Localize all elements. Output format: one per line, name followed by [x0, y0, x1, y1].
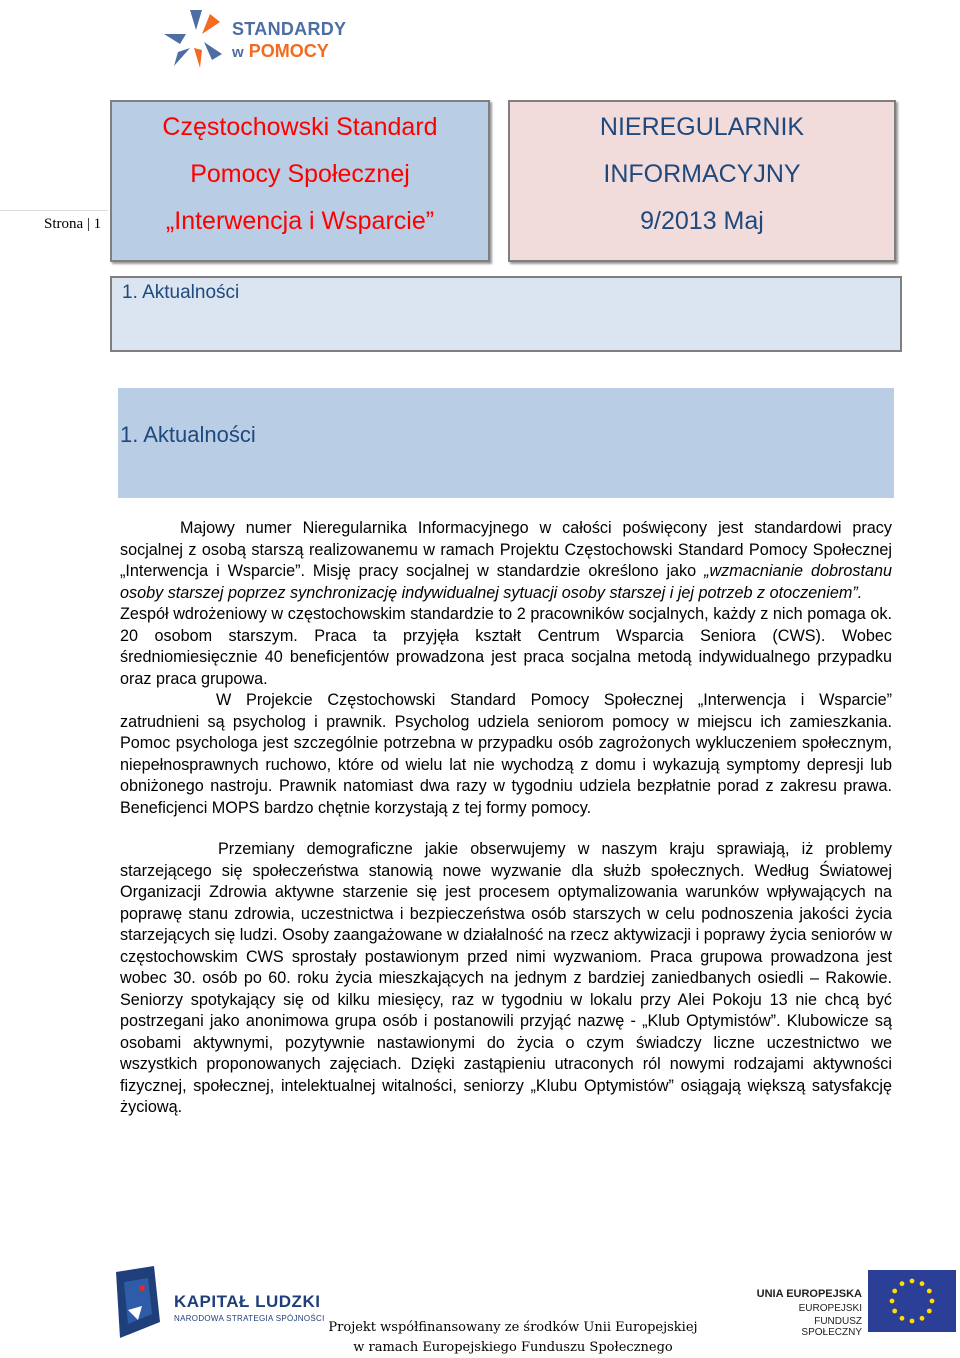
paragraph-2: Zespół wdrożeniowy w częstochowskim standardzie to 2 pracowników socjalnych, każdy z nich pomaga ok. 20 osobom starszym. Praca ta przyjęła kształt Centrum Wsparcia Seniora (CWS). Wobec średniomiesięcznie 40 beneficjentów prowadzona jest praca socjalna metodą indywidualnego przypadku oraz praca grupowa.: [120, 605, 892, 688]
header-title-box: [110, 100, 490, 262]
star-logo-icon: [160, 4, 230, 70]
paragraph-1: Majowy numer Nieregularnika Informacyjnego w całości poświęcony jest standardowi pracy socjalnej z osobą starszą realizowanemu w ramach Projektu Częstochowski Standard Pomocy Społecznej „Interwencja i Wsparcie”. Misję pracy socjalnej w standardzie określono jako „wzmacnianie dobrostanu osoby starszej poprzez synchronizację indywidualnej sytuacji osoby starszej i jej potrzeb z otoczeniem”.: [120, 519, 892, 602]
paragraph-3: W Projekcie Częstochowski Standard Pomocy Społecznej „Interwencja i Wsparcie” zatrudnieni są psycholog i prawnik. Psycholog udziela seniorom pomocy w miejscu ich zamieszkania. Pomoc psychologa jest szczególnie potrzebna w przypadku osób zagrożonych wykluczeniem społecznym, niepełnosprawnych ruchowo, które od wielu lat nie wychodzą z domu i wykazują symptomy depresji lub obniżonego nastroju. Prawnik natomiast dwa razy w tygodniu udziela bezpłatnie porad z zakresu prawa. Beneficjenci MOPS bardzo chętnie korzystają z tej formy pomocy.: [120, 691, 892, 817]
header-issue-line2: INFORMACYJNY: [603, 160, 801, 188]
mission-quote: „wzmacnianie dobrostanu osoby starszej poprzez synchronizację indywidualnej sytuacji osoby starszej i jej potrzeb z otoczeniem”.: [120, 562, 892, 602]
standardy-logo: [160, 4, 360, 70]
eu-flag-icon: [868, 1270, 956, 1332]
kapital-ludzki-logo: [108, 1262, 328, 1346]
table-of-contents: [110, 276, 902, 352]
cofinancing-note: [320, 1318, 706, 1358]
cofinancing-line2: w ramach Europejskiego Funduszu Społecznego: [353, 1340, 673, 1355]
eu-line2: EUROPEJSKI: [798, 1303, 862, 1314]
toc-item-aktualnosci[interactable]: 1. Aktualności: [122, 282, 240, 303]
kapital-ludzki-subtitle: NARODOWA STRATEGIA SPÓJNOŚCI: [174, 1314, 325, 1323]
article-body: [120, 518, 892, 1119]
header-issue-box: [508, 100, 896, 262]
header-title-line3: „Interwencja i Wsparcie”: [165, 207, 435, 235]
page-number-label: Strona | 1: [44, 216, 102, 232]
section-heading: 1. Aktualności: [120, 422, 256, 447]
eu-line3: FUNDUSZ SPOŁECZNY: [801, 1316, 862, 1338]
eu-fund-logo: [752, 1270, 958, 1338]
logo-text-pomocy: w POMOCY: [232, 41, 329, 61]
eu-line1: UNIA EUROPEJSKA: [756, 1288, 862, 1300]
page-label-rule: [0, 210, 108, 211]
kapital-ludzki-title: KAPITAŁ LUDZKI: [174, 1292, 321, 1311]
paragraph-4: Przemiany demograficzne jakie obserwujemy w naszym kraju sprawiają, iż problemy starzejącego się społeczeństwa stanowią nowe wyzwanie dla służb społecznych. Według Światowej Organizacji Zdrowia aktywne starzenie się jest procesem optymalizowania warunków wpływających na poprawę stanu zdrowia, uczestnictwa i bezpieczeństwa osób starszych w celu podnoszenia jakości życia starzejących się ludzi. Osoby zaangażowane w działalność na rzecz aktywizacji i poprawy życia seniorów w częstochowskim CWS sprostały postawionym przed nimi wyzwaniom. Praca grupowa prowadzona jest wobec 30. osób po 60. roku życia mieszkających na jednym z bardziej zaniedbanych osiedli – Rakowie. Seniorzy spotykający się od kilku miesięcy, raz w tygodniu w lokalu przy Alei Pokoju 13 nie chcą być postrzegani jako anonimowa grupa osób i postanowili przyjąć nazwę - „Klub Optymistów”. Klubowicze są osobami aktywnymi, pozytywnie nastawionymi do życia o czym świadczy liczne uczestnictwo we wszystkich proponowanych zajęciach. Dzięki zastąpieniu utraconych ról nowymi rodzajami aktywności fizycznej, społecznej, intelektualnej witalności, seniorzy „Klubu Optymistów” osiągają większą satysfakcję życiową.: [120, 840, 892, 1116]
header-title-line1: Częstochowski Standard: [162, 113, 438, 141]
cofinancing-line1: Projekt współfinansowany ze środków Unii Europejskiej: [328, 1320, 698, 1335]
header-issue-line1: NIEREGULARNIK: [599, 113, 805, 141]
header-issue-line3: 9/2013 Maj: [640, 207, 764, 235]
section-header-box: [118, 388, 894, 498]
logo-text-standardy: STANDARDY: [232, 19, 347, 39]
kapital-ludzki-icon: [108, 1262, 168, 1346]
header-title-line2: Pomocy Społecznej: [190, 160, 410, 188]
